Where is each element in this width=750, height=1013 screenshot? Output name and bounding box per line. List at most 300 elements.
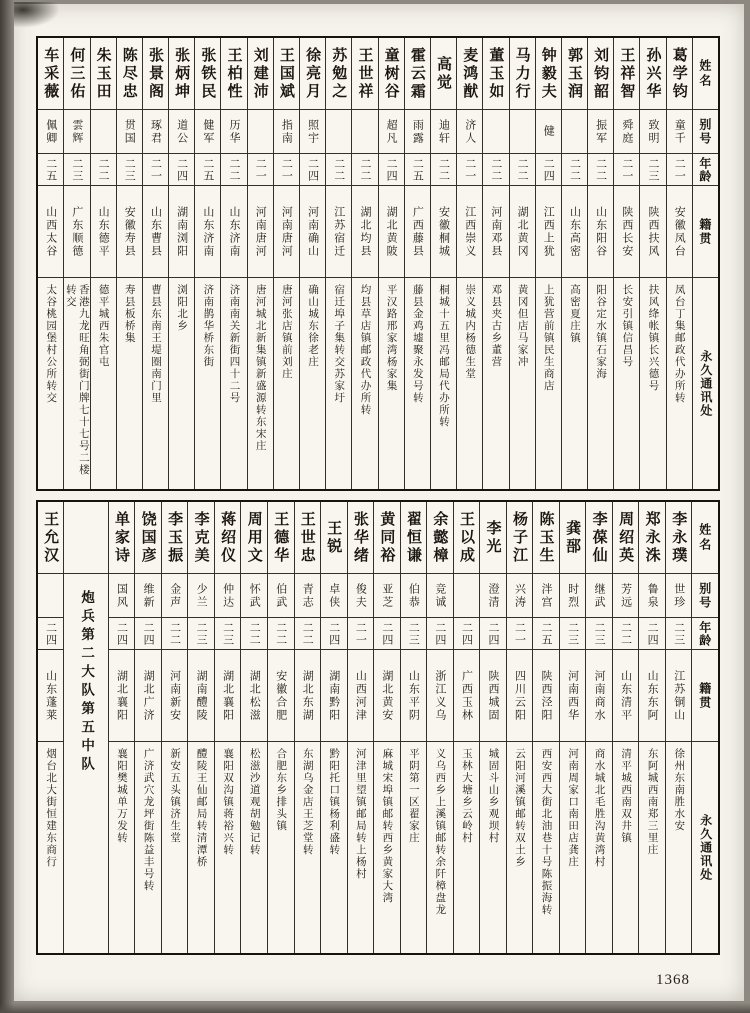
age-cell-text: 二五 — [411, 157, 424, 182]
origin-cell — [195, 186, 220, 278]
name-cell — [38, 38, 63, 110]
entry-column — [268, 502, 295, 953]
entry-column — [321, 502, 348, 953]
entry-column — [666, 502, 693, 953]
address-cell — [169, 278, 194, 489]
alias-cell — [38, 110, 63, 154]
entry-column — [221, 38, 247, 489]
address-cell-text: 济南鹊华桥东街 — [202, 284, 214, 368]
name-cell-text: 朱玉田 — [94, 46, 111, 101]
age-cell-text: 二二 — [437, 157, 450, 182]
address-cell-text: 确山城东徐老庄 — [307, 284, 319, 368]
address-cell-text: 太谷桃园堡村公所转交 — [45, 284, 57, 404]
age-cell-text: 二三 — [407, 621, 420, 646]
alias-cell — [274, 110, 299, 154]
name-cell-text: 麦鸿猷 — [461, 46, 478, 101]
unit-column — [64, 502, 108, 953]
origin-cell — [427, 650, 453, 742]
age-cell-text: 二三 — [566, 621, 579, 646]
origin-cell-text: 陕西泾阳 — [540, 669, 553, 722]
entry-column — [162, 502, 189, 953]
directory-tables — [36, 36, 720, 955]
age-cell-text: 二三 — [70, 157, 83, 182]
age-cell-text: 二四 — [486, 621, 499, 646]
name-cell-text: 余懿樟 — [431, 510, 448, 565]
address-cell — [562, 278, 587, 489]
entry-column — [215, 502, 242, 953]
address-cell — [195, 278, 220, 489]
origin-cell — [405, 186, 430, 278]
origin-cell-text: 湖南醴陵 — [195, 669, 208, 722]
row-header-origin — [692, 650, 718, 742]
address-cell-text: 寿县板桥集 — [123, 284, 135, 344]
alias-cell — [326, 110, 351, 154]
origin-cell — [666, 650, 692, 742]
address-cell-text: 浏阳北乡 — [176, 284, 188, 332]
address-cell — [274, 278, 299, 489]
alias-cell — [64, 110, 89, 154]
alias-cell — [427, 574, 453, 618]
name-cell-text: 何三佑 — [68, 46, 85, 101]
name-cell — [326, 38, 351, 110]
name-cell-text: 张华绪 — [351, 510, 368, 565]
entry-column — [536, 38, 562, 489]
name-cell-text: 徐亮月 — [304, 46, 321, 101]
alias-cell — [143, 110, 168, 154]
age-cell — [109, 618, 135, 650]
age-cell — [483, 154, 508, 186]
address-cell-text: 香港九龙旺角弼街门牌七十七号二楼转交 — [64, 284, 89, 476]
address-cell-text: 襄阳樊城单万发转 — [116, 748, 128, 844]
name-cell — [586, 502, 612, 574]
address-cell — [215, 742, 241, 953]
age-cell — [562, 154, 587, 186]
alias-cell — [614, 110, 639, 154]
alias-cell-text: 仲达 — [221, 582, 234, 609]
name-cell — [195, 38, 220, 110]
name-cell-text: 李克美 — [192, 510, 209, 565]
alias-cell-text: 亚芝 — [380, 582, 393, 609]
origin-cell — [326, 186, 351, 278]
entry-column — [348, 502, 375, 953]
address-cell-text: 济南南关新街四十二号 — [228, 284, 240, 404]
scan-artifact-blob — [14, 2, 60, 28]
row-header-alias — [693, 110, 718, 154]
unit-label — [64, 574, 107, 953]
entry-column — [586, 502, 613, 953]
alias-cell — [169, 110, 194, 154]
origin-cell — [483, 186, 508, 278]
address-cell — [457, 278, 482, 489]
address-cell-text: 合肥东乡排头镇 — [275, 748, 287, 832]
alias-cell-text: 少兰 — [195, 582, 208, 609]
age-cell-text: 二二 — [97, 157, 110, 182]
name-cell — [536, 38, 561, 110]
age-cell-text: 二一 — [673, 157, 686, 182]
origin-cell-text: 江西崇义 — [463, 205, 476, 258]
name-cell-text: 苏勉之 — [330, 46, 347, 101]
age-cell — [135, 618, 161, 650]
alias-cell — [295, 574, 321, 618]
address-cell — [352, 278, 377, 489]
alias-cell — [300, 110, 325, 154]
entry-column — [188, 502, 215, 953]
origin-cell-text: 湖北东湖 — [301, 669, 314, 722]
alias-cell — [221, 110, 246, 154]
address-cell-text: 阳谷定水镇石家海 — [595, 284, 607, 380]
entry-column — [91, 38, 117, 489]
address-cell — [536, 278, 561, 489]
alias-cell — [117, 110, 142, 154]
address-cell — [64, 278, 89, 489]
name-cell — [507, 502, 533, 574]
name-cell — [483, 38, 508, 110]
address-cell-text: 平汉路邢家湾杨家集 — [385, 284, 397, 392]
age-cell-text: 二四 — [327, 621, 340, 646]
age-cell-text: 二四 — [142, 621, 155, 646]
name-cell-text: 钟毅夫 — [539, 46, 556, 101]
age-cell — [379, 154, 404, 186]
unit-empty-cell — [64, 502, 107, 574]
age-cell-text: 二一 — [280, 157, 293, 182]
row-header-address-text: 永久通讯处 — [698, 349, 713, 418]
entry-column — [507, 502, 534, 953]
origin-cell — [457, 186, 482, 278]
origin-cell — [38, 186, 63, 278]
origin-cell-text: 湖北襄阳 — [115, 669, 128, 722]
address-cell — [431, 278, 456, 489]
age-cell — [268, 618, 294, 650]
age-cell — [454, 618, 480, 650]
alias-cell-text: 继武 — [593, 582, 606, 609]
age-cell — [560, 618, 586, 650]
origin-cell-text: 浙江义乌 — [433, 669, 446, 722]
alias-cell — [510, 110, 535, 154]
alias-cell-text: 伯恭 — [407, 582, 420, 609]
entry-column — [117, 38, 143, 489]
name-cell-text: 刘钧韶 — [592, 46, 609, 101]
alias-cell — [666, 574, 692, 618]
origin-cell-text: 山东蓬莱 — [44, 669, 57, 722]
alias-cell — [483, 110, 508, 154]
alias-cell-text: 迪轩 — [437, 118, 450, 145]
address-cell — [507, 742, 533, 953]
origin-cell-text: 陕西扶风 — [647, 205, 660, 258]
origin-cell-text: 河南唐河 — [254, 205, 267, 258]
name-cell — [427, 502, 453, 574]
address-cell — [162, 742, 188, 953]
row-header-alias-text: 别号 — [697, 117, 712, 146]
address-cell-text: 崇义城内杨德生堂 — [464, 284, 476, 380]
alias-cell-text: 致明 — [647, 118, 660, 145]
alias-cell — [195, 110, 220, 154]
name-cell — [454, 502, 480, 574]
alias-cell-text: 健军 — [201, 118, 214, 145]
origin-cell — [480, 650, 506, 742]
unit-label-text: 炮兵第二大队第五中队 — [79, 590, 95, 775]
address-cell — [454, 742, 480, 953]
entry-column — [560, 502, 587, 953]
name-cell — [348, 502, 374, 574]
alias-cell-text: 俊夫 — [354, 582, 367, 609]
origin-cell-text: 安徽桐城 — [437, 205, 450, 258]
entry-column — [143, 38, 169, 489]
entry-column — [405, 38, 431, 489]
name-cell-text: 张炳坤 — [173, 46, 190, 101]
name-cell-text: 王世忠 — [298, 510, 315, 565]
address-cell — [135, 742, 161, 953]
name-cell — [135, 502, 161, 574]
name-cell-text: 刘建沛 — [251, 46, 268, 101]
entry-column — [195, 38, 221, 489]
alias-cell — [91, 110, 116, 154]
age-cell-text: 二三 — [593, 621, 606, 646]
name-cell-text: 黄同裕 — [378, 510, 395, 565]
address-cell-text: 桐城十五里冯邮局代办所转 — [438, 284, 450, 428]
age-cell — [667, 154, 692, 186]
origin-cell-text: 安徽寿县 — [123, 205, 136, 258]
name-cell-text: 童树谷 — [382, 46, 399, 101]
age-cell — [666, 618, 692, 650]
age-cell — [533, 618, 559, 650]
alias-cell-text: 佩卿 — [44, 118, 57, 145]
age-cell — [510, 154, 535, 186]
address-cell-text: 藤县金鸡墟聚永发号转 — [411, 284, 423, 404]
origin-cell-text: 江苏宿迁 — [332, 205, 345, 258]
origin-cell — [215, 650, 241, 742]
age-cell — [457, 154, 482, 186]
alias-cell — [374, 574, 400, 618]
address-cell-text: 商水城北毛胜沟黄湾村 — [593, 748, 605, 868]
age-cell — [405, 154, 430, 186]
age-cell-text: 二四 — [646, 621, 659, 646]
address-cell — [483, 278, 508, 489]
age-cell — [326, 154, 351, 186]
origin-cell — [321, 650, 347, 742]
address-cell-text: 醴陵王仙邮局转清潭桥 — [195, 748, 207, 868]
name-cell — [667, 38, 692, 110]
age-cell-text: 二一 — [149, 157, 162, 182]
name-cell — [613, 502, 639, 574]
row-header-address — [692, 742, 718, 953]
origin-cell — [374, 650, 400, 742]
name-cell — [64, 38, 89, 110]
name-cell-text: 王允汉 — [42, 510, 59, 565]
age-cell-text: 二一 — [354, 621, 367, 646]
row-header-column — [693, 38, 718, 489]
alias-cell-text: 金声 — [168, 582, 181, 609]
alias-cell-text: 鲁泉 — [646, 582, 659, 609]
age-cell — [117, 154, 142, 186]
name-cell-text: 龚郚 — [564, 519, 581, 556]
name-cell — [614, 38, 639, 110]
name-cell-text: 王柏性 — [225, 46, 242, 101]
origin-cell — [109, 650, 135, 742]
row-header-address-text: 永久通讯处 — [698, 813, 713, 882]
name-cell-text: 马力行 — [513, 46, 530, 101]
name-cell-text: 霍云霜 — [408, 46, 425, 101]
alias-cell — [640, 110, 665, 154]
origin-cell — [431, 186, 456, 278]
alias-cell-text: 兴涛 — [513, 582, 526, 609]
address-cell — [295, 742, 321, 953]
name-cell-text: 李葆仙 — [590, 510, 607, 565]
scan-edge-left — [0, 0, 14, 1013]
alias-cell — [268, 574, 294, 618]
name-cell — [221, 38, 246, 110]
entry-column — [374, 502, 401, 953]
origin-cell — [248, 186, 273, 278]
address-cell — [613, 742, 639, 953]
name-cell — [91, 38, 116, 110]
alias-cell — [348, 574, 374, 618]
address-cell-text: 唐河张店镇前刘庄 — [280, 284, 292, 380]
entry-column — [326, 38, 352, 489]
origin-cell — [268, 650, 294, 742]
alias-cell — [162, 574, 188, 618]
alias-cell — [431, 110, 456, 154]
name-cell-text: 车采薇 — [42, 46, 59, 101]
name-cell — [109, 502, 135, 574]
address-cell — [667, 278, 692, 489]
address-cell-text: 唐河城北新集镇新盛源转东宋庄 — [254, 284, 266, 452]
entry-column — [38, 502, 65, 953]
entry-column — [614, 38, 640, 489]
alias-cell — [639, 574, 665, 618]
origin-cell — [169, 186, 194, 278]
name-cell-text: 陈尽忠 — [120, 46, 137, 101]
entry-column — [483, 38, 509, 489]
name-cell — [401, 502, 427, 574]
row-header-name-text: 姓名 — [697, 522, 712, 553]
address-cell — [248, 278, 273, 489]
address-cell-text: 凤台丁集邮政代办所转 — [673, 284, 685, 404]
address-cell-text: 新安五头镇济生堂 — [169, 748, 181, 844]
age-cell — [162, 618, 188, 650]
name-cell — [457, 38, 482, 110]
name-cell — [300, 38, 325, 110]
alias-cell-text: 琢君 — [149, 118, 162, 145]
alias-cell-text: 健 — [542, 125, 555, 138]
age-cell-text: 二五 — [540, 621, 553, 646]
origin-cell-text: 广西藤县 — [411, 205, 424, 258]
alias-cell — [352, 110, 377, 154]
address-cell — [348, 742, 374, 953]
name-cell — [666, 502, 692, 574]
origin-cell-text: 湖北均县 — [358, 205, 371, 258]
origin-cell — [667, 186, 692, 278]
name-cell — [143, 38, 168, 110]
origin-cell — [348, 650, 374, 742]
age-cell-text: 二一 — [513, 621, 526, 646]
origin-cell-text: 安徽凤台 — [673, 205, 686, 258]
entry-column — [300, 38, 326, 489]
alias-cell — [38, 574, 64, 618]
age-cell — [374, 618, 400, 650]
name-cell-text: 李永璞 — [670, 510, 687, 565]
name-cell — [379, 38, 404, 110]
alias-cell-text: 国风 — [115, 582, 128, 609]
origin-cell — [300, 186, 325, 278]
name-cell-text: 单家诗 — [113, 510, 130, 565]
origin-cell-text: 河南新安 — [168, 669, 181, 722]
name-cell-text: 王锐 — [325, 519, 342, 556]
name-cell — [352, 38, 377, 110]
origin-cell — [135, 650, 161, 742]
name-cell — [295, 502, 321, 574]
address-cell — [533, 742, 559, 953]
age-cell — [64, 154, 89, 186]
entry-column — [109, 502, 136, 953]
age-cell-text: 二四 — [115, 621, 128, 646]
origin-cell-text: 湖北广济 — [142, 669, 155, 722]
age-cell-text: 二二 — [594, 157, 607, 182]
address-cell — [188, 742, 214, 953]
origin-cell-text: 湖北黄安 — [380, 669, 393, 722]
origin-cell — [454, 650, 480, 742]
address-cell-text: 东湖乌金店王芝堂转 — [301, 748, 313, 856]
alias-cell — [536, 110, 561, 154]
age-cell — [348, 618, 374, 650]
alias-cell — [248, 110, 273, 154]
alias-cell-text: 怀武 — [248, 582, 261, 609]
age-cell-text: 二四 — [175, 157, 188, 182]
origin-cell-text: 山东平阴 — [407, 669, 420, 722]
entry-column — [352, 38, 378, 489]
name-cell — [533, 502, 559, 574]
address-cell-text: 清平城西南双井镇 — [620, 748, 632, 844]
name-cell — [162, 502, 188, 574]
alias-cell — [109, 574, 135, 618]
origin-cell-text: 陕西城固 — [486, 669, 499, 722]
alias-cell — [562, 110, 587, 154]
address-cell — [326, 278, 351, 489]
alias-cell — [405, 110, 430, 154]
age-cell-text: 二二 — [619, 621, 632, 646]
origin-cell-text: 山东清平 — [619, 669, 632, 722]
name-cell-text: 葛学钧 — [670, 46, 687, 101]
directory-table-top — [36, 36, 720, 491]
age-cell-text: 二五 — [201, 157, 214, 182]
name-cell-text: 王祥智 — [618, 46, 635, 101]
address-cell — [109, 742, 135, 953]
origin-cell-text: 广西玉林 — [460, 669, 473, 722]
age-cell — [427, 618, 453, 650]
origin-cell-text: 江苏铜山 — [672, 669, 685, 722]
age-cell — [431, 154, 456, 186]
name-cell-text: 李玉振 — [166, 510, 183, 565]
origin-cell — [614, 186, 639, 278]
name-cell-text: 王德华 — [272, 510, 289, 565]
address-cell — [666, 742, 692, 953]
origin-cell-text: 山东济南 — [228, 205, 241, 258]
origin-cell-text: 山东阳谷 — [594, 205, 607, 258]
origin-cell-text: 山西河津 — [354, 669, 367, 722]
age-cell — [321, 618, 347, 650]
age-cell — [536, 154, 561, 186]
alias-cell — [135, 574, 161, 618]
age-cell — [221, 154, 246, 186]
name-cell-text: 孙兴华 — [644, 46, 661, 101]
row-header-alias — [692, 574, 718, 618]
origin-cell — [295, 650, 321, 742]
address-cell-text: 襄阳双沟镇蒋裕兴转 — [222, 748, 234, 856]
address-cell-text: 麻城宋埠镇邮转西乡黄家大湾 — [381, 748, 393, 904]
name-cell — [639, 502, 665, 574]
row-header-origin-text: 籍贯 — [697, 681, 712, 710]
entry-column — [241, 502, 268, 953]
age-cell — [614, 154, 639, 186]
